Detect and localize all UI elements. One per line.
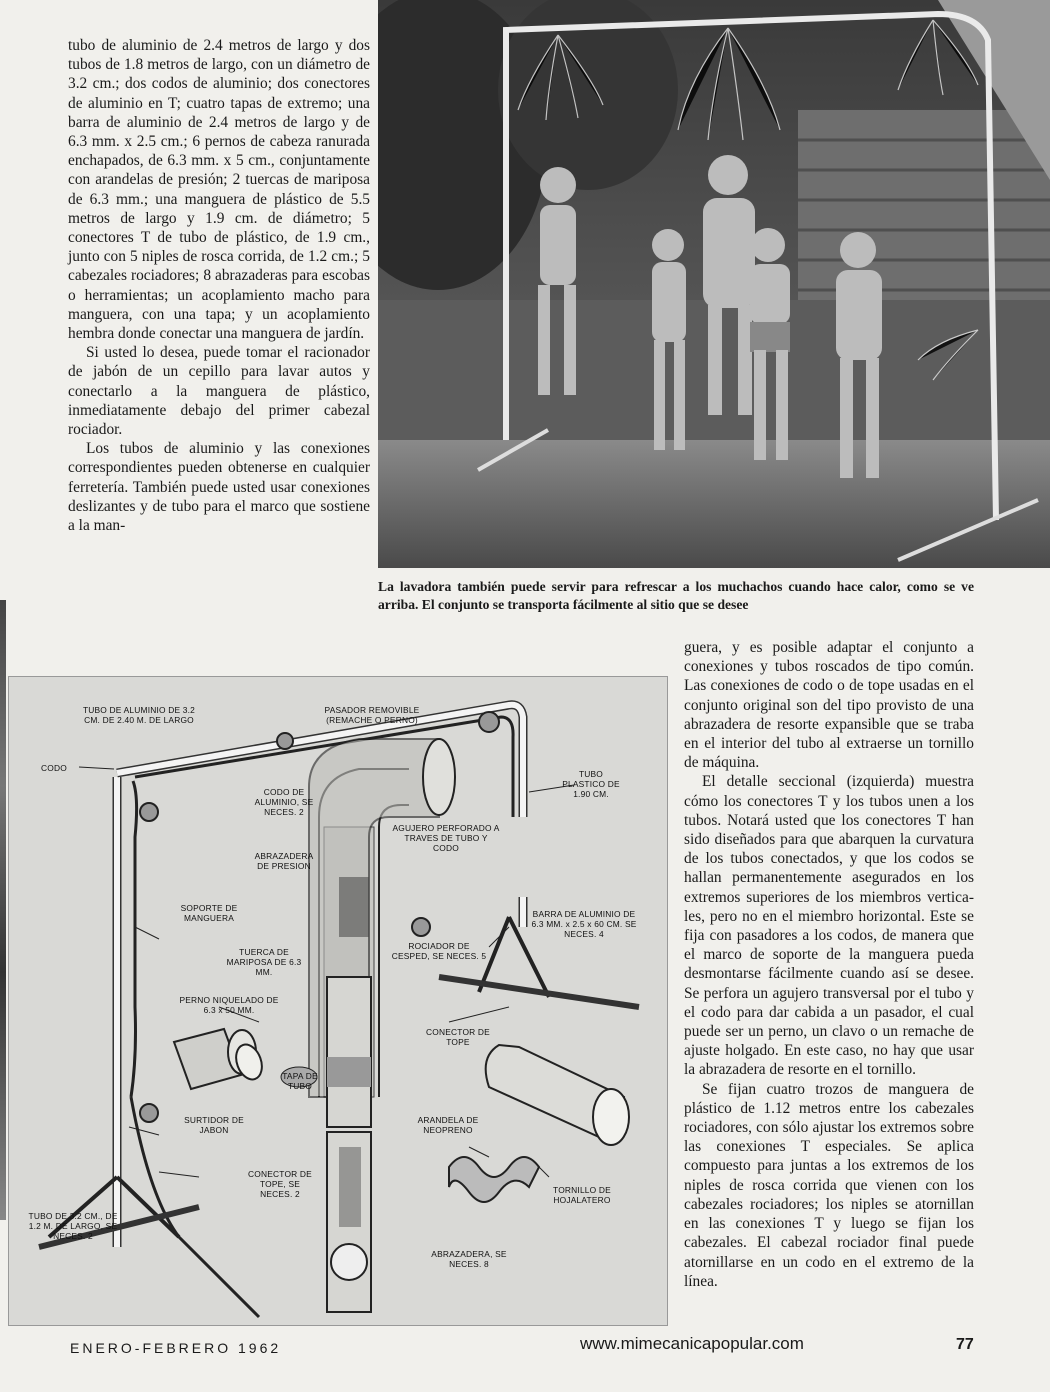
article-paragraph: tubo de aluminio de 2.4 metros de largo y dos tubos de 1.8 metros de largo, con un diámetro de 3.2 cm.; dos codos de aluminio; dos conectores de aluminio en T; cuatro tapas de extremo; una barra de aluminio de 2.4 metros de largo y de 6.3 mm. x 2.5 cm.; 6 pernos de cabeza ranurada enchapados, de 6.3 mm. x 5 cm., conjuntamente con arandelas de presión; 2 tuercas de mariposa de 6.3 mm.; una manguera de plástico de 5.5 metros de largo y 1.9 cm. de diámetro; 5 conectores T de tubo de plástico, de 1.9 cm., junto con 5 niples de rosca corrida, de 1.2 cm.; 5 cabezales rociadores; 8 abrazaderas para escobas o herramientas; un acoplamiento macho para manguera, con una tapa; y un acoplamiento hembra donde conectar una manguera de jardín. xyxy=(68,37,370,343)
label-surtidor: SURTIDOR DE JABON xyxy=(184,1115,244,1135)
article-paragraph: El detalle seccional (izquierda) muestra cómo los conectores T y los tubos unen a los tubos. Notará usted que los conectores T han sido diseñados para que abarquen la curvatura de los tubos conectados, y que los codos se hallan permanentemente asegurados en los extremos superiores de los miembros verticales, pero no en el miembro horizontal. Este se fija con pasadores a los codos, de manera que el marco de soporte de la manguera pueda desmontarse fácilmente cuando así se desee. Se perfora un agujero transversal por el tubo y el codo para dar cabida a un pasador, el cual puede ser un perno, un clavo o un remache de ajuste holgado. En este caso, no hay que usar la abrazadera de resorte en el tornillo. xyxy=(684,773,974,1079)
label-tubo-plastico: TUBO PLASTICO DE 1.90 CM. xyxy=(562,769,620,799)
label-perno: PERNO NIQUELADO DE 6.3 x 50 MM. xyxy=(179,995,279,1015)
label-abrazadera: ABRAZADERA, SE NECES. 8 xyxy=(431,1249,507,1269)
article-paragraph: Se fijan cuatro trozos de manguera de plástico de 1.12 metros entre los cabezales rociadores, con sólo ajustar los extremos sobre las conexiones T especiales. Se aplica compuesto para juntas a los extremos de los niples de rosca corrida que vienen con los cabezales rociadores; los niples se atornillan en las conexiones T y luego se fijan los cabezales. El cabezal rociador final puede atornillarse en un codo en el extremo de la línea. xyxy=(684,1080,974,1290)
article-paragraph: Si usted lo desea, puede tomar el racionador de jabón de un cepillo para lavar autos y conectarlo a la manguera de plástico, inmediatamente debajo del primer cabezal rociador. xyxy=(68,344,370,439)
label-tornillo: TORNILLO DE HOJALATERO xyxy=(553,1185,611,1205)
label-tapa-tubo: TAPA DE TUBO xyxy=(282,1071,318,1091)
label-barra-aluminio: BARRA DE ALUMINIO DE 6.3 MM. x 2.5 x 60 CM. SE NECES. 4 xyxy=(531,909,637,939)
website-url[interactable]: www.mimecanicapopular.com xyxy=(580,1334,804,1353)
label-abrazadera-presion: ABRAZADERA DE PRESION xyxy=(254,851,314,871)
article-paragraph: Los tubos de aluminio y las conexiones correspondientes pueden obtenerse en cualquier ferretería. También puede usted usar conexiones deslizantes y de tubo para el marco que sostiene a la man- xyxy=(68,440,370,535)
label-conector-tope: CONECTOR DE TOPE xyxy=(426,1027,490,1047)
assembly-diagram xyxy=(8,676,668,1326)
label-arandela: ARANDELA DE NEOPRENO xyxy=(417,1115,479,1135)
photo-caption: La lavadora también puede servir para refrescar a los muchachos cuando hace calor, como se ve arriba. El conjunto se transporta fácilmente al sitio que se desee xyxy=(378,579,974,612)
article-paragraph: guera, y es posible adaptar el conjunto a conexiones y tubos roscados de tipo común. Las conexiones de codo o de tope usadas en el conjunto original son del tipo provisto de una abrazadera de resorte expansible que se traba en el interior del tubo al extraerse un tornillo de máquina. xyxy=(684,639,974,772)
article-column-right xyxy=(684,638,974,1291)
label-pasador: PASADOR REMOVIBLE (REMACHE O PERNO) xyxy=(324,705,420,725)
label-agujero: AGUJERO PERFORADO A TRAVES DE TUBO Y CODO xyxy=(392,823,500,853)
label-tubo-32: TUBO DE 3.2 CM., DE 1.2 M. DE LARGO, SE NECES. 2 xyxy=(28,1211,118,1241)
article-column-left xyxy=(68,36,370,535)
page-edge-strip xyxy=(0,600,6,1220)
label-codo: CODO xyxy=(41,763,67,773)
label-conector-tope-2: CONECTOR DE TOPE, SE NECES. 2 xyxy=(248,1169,312,1199)
label-soporte-manguera: SOPORTE DE MANGUERA xyxy=(180,903,238,923)
page-number: 77 xyxy=(956,1336,974,1353)
children-sprinkler-photo xyxy=(378,0,1050,568)
label-tubo-aluminio: TUBO DE ALUMINIO DE 3.2 CM. DE 2.40 M. DE LARGO xyxy=(82,705,196,725)
label-codo-aluminio: CODO DE ALUMINIO, SE NECES. 2 xyxy=(254,787,314,817)
issue-date: ENERO-FEBRERO 1962 xyxy=(70,1340,282,1356)
label-tuerca: TUERCA DE MARIPOSA DE 6.3 MM. xyxy=(226,947,302,977)
label-rociador: ROCIADOR DE CESPED, SE NECES. 5 xyxy=(391,941,487,961)
